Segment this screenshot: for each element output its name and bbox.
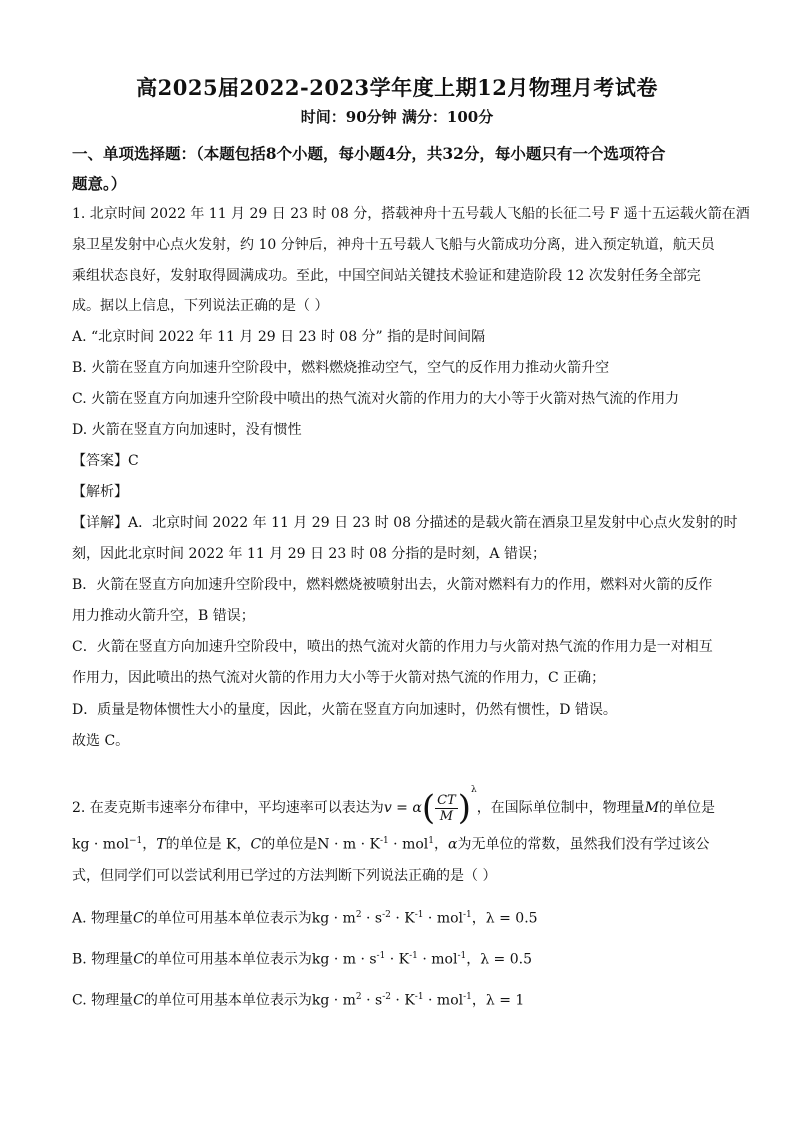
q1-option-c: C. 火箭在竖直方向加速升空阶段中喷出的热气流对火箭的作用力的大小等于火箭对热气流的作用力 — [72, 391, 680, 407]
q2-option-b: B. 物理量C的单位可用基本单位表示为kg · $m \cdot s^{-1} \cdot K^{-1} \cdot mol^{-1}$，λ = 0.5 — [72, 951, 533, 968]
q1-stem-line1: 1. 北京时间 2022 年 11 月 29 日 23 时 08 分，搭载神舟十五号载人飞船的长征二号 F 遥十五运载火箭在酒 — [72, 206, 750, 222]
q1-option-d: D. 火箭在竖直方向加速时，没有惯性 — [72, 422, 302, 438]
answer-label: 【答案】 — [72, 453, 128, 469]
q1-detail-line2: 刻，因此北京时间 2022 年 11 月 29 日 23 时 08 分指的是时刻，A 错误； — [72, 546, 546, 562]
q2-stem-line3: 式，但同学们可以尝试利用已学过的方法判断下列说法正确的是（ ） — [72, 868, 497, 884]
q2-option-c: C. 物理量C的单位可用基本单位表示为kg · $m^2 \cdot s^{-2} \cdot K^{-1} \cdot mol^{-1}$，λ = 1 — [72, 992, 525, 1009]
section-heading — [72, 139, 722, 199]
detail-label: 【详解】 — [72, 515, 128, 531]
q1-stem-line4: 成。据以上信息，下列说法正确的是（ ） — [72, 298, 329, 314]
q2-option-a: A. 物理量C的单位可用基本单位表示为kg · $m^2 \cdot s^{-2} \cdot K^{-1} \cdot mol^{-1}$，λ = 0.5 — [72, 910, 538, 927]
exam-time-score: 时间：90分钟 满分：100分 — [300, 108, 494, 126]
q1-stem-line3: 乘组状态良好，发射取得圆满成功。至此，中国空间站关键技术验证和建造阶段 12 次发射任务全部完 — [72, 268, 701, 284]
q1-detail-line7: D．质量是物体惯性大小的量度，因此，火箭在竖直方向加速时，仍然有惯性，D 错误。 — [72, 702, 617, 718]
q1-stem-line2: 泉卫星发射中心点火发射，约 10 分钟后，神舟十五号载人飞船与火箭成功分离，进入预定轨道，航天员 — [72, 237, 715, 253]
q1-detail-line8: 故选 C。 — [72, 733, 130, 749]
answer-value: C — [128, 453, 139, 469]
q1-detail-line4: 用力推动火箭升空，B 错误； — [72, 608, 255, 624]
q1-analysis-label: 【解析】 — [72, 484, 128, 500]
q1-option-a: A. “北京时间 2022 年 11 月 29 日 23 时 08 分” 指的是时间间隔 — [72, 329, 486, 345]
page-title: 高2025届2022-2023学年度上期12月物理月考试卷 — [136, 75, 658, 100]
q1-detail-line5: C．火箭在竖直方向加速升空阶段中，喷出的热气流对火箭的作用力与火箭对热气流的作用力是一对相互 — [72, 639, 713, 655]
formula-fraction: $\frac{CT}{M}$ — [437, 792, 456, 824]
q1-answer — [72, 451, 722, 471]
q1-option-b: B. 火箭在竖直方向加速升空阶段中，燃料燃烧推动空气，空气的反作用力推动火箭升空 — [72, 360, 610, 376]
q1-detail-line6: 作用力，因此喷出的热气流对火箭的作用力大小等于火箭对热气流的作用力，C 正确； — [72, 670, 606, 686]
q1-detail-line3: B．火箭在竖直方向加速升空阶段中，燃料燃烧被喷射出去，火箭对燃料有力的作用，燃料对火箭的反作 — [72, 577, 713, 593]
section-heading-line1: 一、单项选择题：（本题包括8个小题，每小题4分，共32分，每小题只有一个选项符合 — [72, 144, 666, 163]
q2-stem-line2: kg · mol$^{-1}$，T的单位是 K，C的单位是$N \cdot m \cdot K^{-1} \cdot mol^1$，α为无单位的常数，虽然我们没有学过该公 — [72, 836, 710, 853]
q1-detail-line1 — [72, 513, 738, 533]
q2-stem-line1: 2. 在麦克斯韦速率分布律中，平均速率可以表达为v = α( $\frac{CT}{M}$ )$^\lambda$，在国际单位制中，物理量M的单位是 — [72, 785, 716, 828]
detail-text: A．北京时间 2022 年 11 月 29 日 23 时 08 分描述的是载火箭在酒泉卫星发射中心点火发射的时 — [128, 515, 738, 531]
section-heading-line2: 题意。） — [72, 174, 127, 193]
formula-v: v = α( $\frac{CT}{M}$ )$^\lambda$ — [383, 785, 477, 828]
